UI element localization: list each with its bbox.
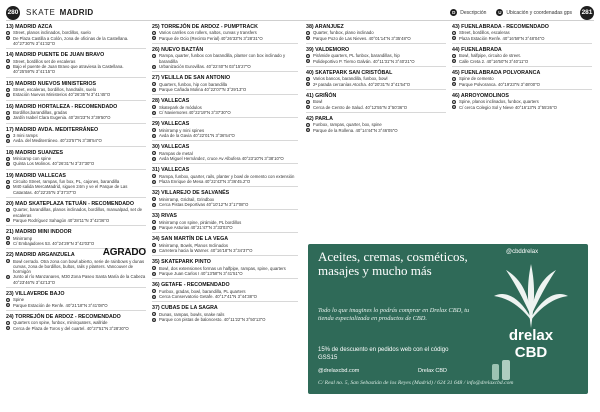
- spot-column-2: [152, 24, 298, 325]
- description-icon: D: [6, 321, 10, 326]
- spot-location: [6, 138, 146, 143]
- location-icon: U: [306, 105, 310, 110]
- spot-location: [6, 326, 146, 331]
- spot-title-text: 20) MAD SKATEPLAZA TETUÁN - RECOMENDADO: [6, 200, 135, 207]
- spot-entry: [152, 75, 298, 95]
- entry-divider: [6, 197, 146, 198]
- spot-title-text: 33) RIVAS: [152, 213, 177, 220]
- spot-column-1: [6, 24, 146, 334]
- spot-description-text: Bordillos,barandillas, gradas: [13, 110, 67, 115]
- spot-location: [152, 156, 298, 161]
- spot-entry: [6, 247, 146, 288]
- entry-divider: [6, 123, 146, 124]
- description-icon: D: [152, 243, 156, 248]
- entry-divider: [6, 310, 146, 311]
- location-icon: U: [6, 161, 10, 166]
- drelax-cbd-advertisement[interactable]: [308, 244, 588, 394]
- brand-prefix: SKATE: [26, 8, 56, 17]
- spot-description-text: Spine de cemento: [459, 76, 494, 82]
- spot-title-text: 14) MADRID PUENTE DE JUAN BRAVO: [6, 52, 105, 59]
- spot-location: [306, 36, 446, 41]
- spot-entry: [452, 24, 592, 44]
- spot-location: [306, 82, 446, 87]
- ad-address: C/ Real no. 5, San Sebastián de los Reyes (Madrid) / 624 31 648 / info@drelaxcbd.com: [318, 380, 514, 386]
- spot-location: [152, 317, 298, 322]
- location-icon: U: [152, 87, 156, 92]
- spot-title-text: 29) VALLECAS: [152, 121, 190, 128]
- spot-entry: [152, 24, 298, 44]
- product-bottle-icon: [502, 360, 510, 380]
- location-icon: U: [152, 133, 156, 138]
- location-icon: U: [306, 36, 310, 41]
- location-icon: U: [452, 105, 456, 110]
- description-icon: D: [152, 128, 156, 133]
- spot-location: [152, 133, 298, 138]
- description-icon: D: [6, 236, 10, 241]
- spot-location-text: Parque de la Rollena. 40°14'44"N 3°46'05"O: [313, 127, 398, 133]
- brand-city: MADRID: [59, 8, 94, 17]
- spot-column-3: [306, 24, 446, 136]
- description-icon: D: [152, 54, 156, 58]
- entry-divider: [6, 48, 146, 49]
- description-icon: D: [152, 220, 156, 225]
- spot-location: [152, 110, 298, 115]
- spot-entry: [152, 190, 298, 210]
- location-icon: U: [152, 156, 156, 161]
- spot-location-text: Avda. del Mediterráneo. 40°23'57"N 3°38'54"O: [13, 138, 102, 144]
- spot-location-text: Plaza Estación Renfe. 40°16'59"N 3°48'04"O: [459, 35, 545, 41]
- spot-entry: [152, 167, 298, 187]
- spot-description-text: Spine: [13, 297, 24, 303]
- spot-entry: [6, 81, 146, 101]
- spot-title-text: 21) MADRID MINI INDOOR: [6, 229, 72, 236]
- legend-description-label: Descripción: [460, 9, 487, 16]
- location-icon: U: [152, 294, 156, 299]
- spot-location: [6, 303, 146, 308]
- spot-location: [306, 128, 446, 133]
- spot-title-text: 28) VALLECAS: [152, 98, 190, 105]
- spot-title-text: 13) MADRID AZCA: [6, 24, 53, 30]
- spot-description-text: Street, escaleras, bordillos, handrails, suelo: [13, 87, 97, 92]
- spot-title-text: 43) FUENLABRADA - RECOMENDADO: [452, 24, 549, 30]
- location-icon: U: [306, 82, 310, 87]
- spot-title-text: 24) TORREJÓN DE ARDOZ - RECOMENDADO: [6, 314, 121, 321]
- description-icon: D: [152, 174, 156, 179]
- spot-title-text: 27) VELILLA DE SAN ANTONIO: [152, 75, 231, 82]
- description-icon: D: [6, 156, 10, 161]
- spot-description-text: Minirramp: [13, 235, 33, 241]
- spot-location: [452, 59, 592, 64]
- spot-location: [6, 184, 146, 195]
- entry-divider: [6, 77, 146, 78]
- spot-description-text: Street, bordillos set de escaleras: [13, 58, 76, 64]
- spot-entry: [306, 116, 446, 133]
- location-icon: U: [152, 36, 156, 41]
- spot-description-text: Rampa, quarter, funbox con barandilla, planter con box inclinado y barandilla: [159, 53, 286, 64]
- description-icon: D: [6, 110, 10, 115]
- description-icon: D: [452, 10, 456, 15]
- spot-entry: [152, 213, 298, 233]
- spot-location-text: Estación Nuevos Ministerios 40°26'35"N 3°41'45"O: [13, 92, 111, 98]
- spot-description-text: Spine, planos inclinados, funbox, quarters: [459, 99, 539, 105]
- spot-location-text: Urbanización Eurovillas. 40°22'40"N 03°15'27"O: [159, 64, 251, 69]
- description-icon: D: [452, 100, 456, 104]
- spot-entry: [6, 173, 146, 198]
- location-icon: U: [152, 271, 156, 276]
- spot-entry: [152, 259, 298, 279]
- spot-description-text: Quarters, funbox, hip con barandilla: [159, 81, 228, 87]
- spot-title-text: 30) VALLECAS: [152, 144, 190, 151]
- spot-location: [6, 218, 146, 223]
- spot-title-text: 45) FUENLABRADA POLVORANCA: [452, 70, 541, 76]
- spot-title-text: 44) FUENLABRADA: [452, 47, 502, 53]
- entry-divider: [6, 169, 146, 170]
- spot-title-text: 42) PARLA: [306, 116, 333, 122]
- entry-divider: [152, 255, 298, 256]
- spot-title-text: 40) SKATEPARK SAN CRISTÓBAL: [306, 70, 393, 76]
- spot-location-text: 2ª parada cercanías Atocha. 40°20'31"N 3°41'54"O: [313, 81, 411, 87]
- description-icon: D: [6, 179, 10, 184]
- spot-location-text: De Plaza Castilla a Colón, zona de oficinas de la Castellana. 40°27'30"N 3°41'32"O: [13, 35, 129, 46]
- spot-entry: [6, 24, 146, 49]
- location-icon: U: [152, 225, 156, 230]
- spot-location: [6, 92, 146, 97]
- spot-description-text: Funbox, gradas, bowl, barandilla, PL quarters: [159, 288, 246, 294]
- location-icon: U: [6, 218, 10, 223]
- entry-divider: [152, 186, 298, 187]
- spot-location: [6, 161, 146, 166]
- description-icon: D: [152, 289, 156, 294]
- spot-title-text: 37) CUBAS DE LA SAGRA: [152, 305, 218, 312]
- spot-title-text: 31) VALLECAS: [152, 167, 190, 174]
- location-icon: U: [152, 202, 156, 207]
- location-icon: U: [452, 36, 456, 41]
- entry-divider: [152, 140, 298, 141]
- spot-description-text: Bowl, dos extensiones formas un halfpipe, rampas, spine, quarters: [159, 265, 286, 271]
- spot-description-text: Street, planos inclinados, bordillos, suelo: [13, 30, 91, 36]
- spot-title-text: 15) MADRID NUEVOS MINISTERIOS: [6, 80, 97, 87]
- icon-legend: [450, 9, 572, 16]
- spot-entry: [152, 236, 298, 256]
- right-page-number: 281: [580, 6, 594, 20]
- ad-small-brand: Drelax CBD: [418, 368, 448, 374]
- spot-description-text: Circuito Street, rampas, fun box, PL, cajones, barandilla: [13, 179, 120, 184]
- description-icon: D: [152, 105, 156, 110]
- spot-location-text: Avda Miguel Hernández, cruce Av Albufera 40°23'10"N 3°38'10"O: [159, 156, 284, 161]
- spot-location-text: Parque Juan Carlos I 40°13'58"N 3°41'51"O: [159, 271, 243, 276]
- spot-location-text: Plaza Enrique de Mesa 40°22'43"N 3°36'45.2"O: [159, 179, 251, 184]
- description-icon: D: [152, 31, 156, 35]
- location-icon: U: [452, 82, 456, 87]
- description-icon: D: [306, 54, 310, 58]
- spot-title-text: 22) MADRID ARGANZUELA: [6, 252, 75, 259]
- location-icon: U: [306, 128, 310, 133]
- spot-location: [6, 274, 146, 285]
- spot-entry: [306, 24, 446, 44]
- description-icon: D: [6, 133, 10, 138]
- location-icon: U: [152, 248, 156, 253]
- spot-title-text: 23) VILLAVERDE BAJO: [6, 291, 65, 298]
- spot-location: [152, 271, 298, 276]
- spot-description-text: Dunas, rampas, bowls, snake rails: [159, 311, 225, 317]
- spot-title-text: 16) MADRID HORTALEZA - RECOMENDADO: [6, 103, 118, 110]
- description-icon: D: [306, 77, 310, 81]
- spot-location-text: Parque Estación de Renfe. 40°21'18"N 3°41'08"O: [13, 302, 108, 308]
- spot-location-text: M40 salida MercaMadrid, siguen 24m y ve el Parque de Las Cataratas. 40°22'25"N 3°37'37"O: [13, 184, 128, 195]
- entry-divider: [152, 43, 298, 44]
- spot-description-text: Minirramp, Gridrail, Grindbox: [159, 196, 215, 202]
- spot-location: [452, 36, 592, 41]
- spot-entry: [152, 144, 298, 164]
- page-header: [6, 6, 594, 21]
- spot-title-text: 36) GETAFE - RECOMENDADO: [152, 282, 230, 289]
- spot-location: [6, 64, 146, 75]
- spot-entry: [6, 52, 146, 77]
- description-icon: D: [152, 82, 156, 87]
- description-icon: D: [152, 197, 156, 202]
- description-icon: D: [6, 59, 10, 64]
- entry-divider: [306, 112, 446, 113]
- spot-location: [6, 115, 146, 120]
- spot-title-text: 46) ARROYOMOLINOS: [452, 93, 509, 99]
- spot-location: [306, 105, 446, 110]
- spot-location-text: Junto al río Manzanares, M30 Zona Paseo Santa María de la Cabeza 40°23'46"N 3°42'13"O: [13, 274, 146, 285]
- spot-entry: [6, 104, 146, 124]
- spot-description-text: Funbox, rampas, quarter, box, spine: [313, 122, 382, 128]
- spot-entry: [152, 305, 298, 322]
- spot-description: [6, 259, 146, 275]
- spot-location: [152, 225, 298, 230]
- drelax-logo-text: drelax: [508, 327, 554, 344]
- spot-location: [152, 202, 298, 207]
- spot-title-text: 34) SAN MARTÍN DE LA VEGA: [152, 236, 229, 243]
- spot-location: [152, 36, 298, 41]
- spot-location: [152, 87, 298, 92]
- spot-location: [152, 248, 298, 253]
- entry-divider: [6, 287, 146, 288]
- description-icon: D: [6, 31, 10, 35]
- location-icon: U: [6, 138, 10, 143]
- spot-location-text: Parque de Ocio (Recinto Ferial) 40°26'33"N 3°28'31"O: [159, 35, 263, 41]
- spot-location-text: Calle Creta 2. 40°16'50"N 3°40'11"O: [459, 58, 529, 64]
- spot-location-text: Bajo el puente de Juan Bravo que atraviesa la Castellana. 40°25'59"N 3°41'15"O: [13, 64, 124, 75]
- description-icon: D: [6, 298, 10, 303]
- spot-location-text: Polideportivo P. Tierno Galván. 40°11'31"N 3°40'21"O: [313, 58, 415, 64]
- spot-location: [6, 36, 146, 47]
- spot-location-text: Parque Cañada Molina 40°22'07"N 3°29'13"O: [159, 87, 247, 92]
- ad-headline: Aceites, cremas, cosméticos, masajes y mucho más: [318, 249, 468, 278]
- location-icon: U: [152, 64, 156, 69]
- location-icon: U: [452, 59, 456, 64]
- spot-title-text: 19) MADRID VALLECAS: [6, 172, 66, 179]
- spot-description-text: Street, bordillos, escaleras: [459, 30, 510, 36]
- description-icon: D: [306, 31, 310, 35]
- spot-description: [6, 207, 146, 218]
- spot-entry: [152, 98, 298, 118]
- entry-divider: [152, 94, 298, 95]
- spot-description-text: Minicamp con spine: [13, 156, 51, 161]
- description-icon: D: [152, 266, 156, 271]
- description-icon: D: [452, 54, 456, 58]
- spot-location-text: Parque con pistas de baloncesto. 40°11'22"N 3°50'13"O: [159, 317, 266, 322]
- spot-entry: [452, 70, 592, 90]
- description-icon: D: [152, 312, 156, 317]
- instagram-handle: @cbddrelax: [506, 249, 539, 255]
- spot-description-text: Quarter, barandillas, planos inclinados, bordillos, manualpad, set de escaleras: [13, 207, 142, 218]
- entry-divider: [152, 232, 298, 233]
- entry-divider: [306, 43, 446, 44]
- spot-entry: [306, 70, 446, 90]
- location-icon: U: [6, 241, 10, 246]
- spot-entry: [152, 47, 298, 72]
- spot-location-text: Cerca Pistas Deportivas 40°10'12"N 3°17'08"O: [159, 202, 249, 207]
- entry-divider: [152, 71, 298, 72]
- spot-description-text: Bowl cerrado. Otra zona con bowl abierto, serie de rainbows y dunas curvas, zona de bordillos, bultos, rails y planters. Vancouver de hormigón: [13, 258, 145, 275]
- description-icon: D: [452, 31, 456, 35]
- spot-entry: [6, 150, 146, 170]
- drelax-logo-cbd: CBD: [514, 344, 548, 361]
- ad-discount-offer: 15% de descuento en pedidos web con el código GSS15: [318, 347, 449, 361]
- spot-title-text: 17) MADRID AVDA. MEDITERRÁNEO: [6, 126, 99, 133]
- entry-divider: [152, 301, 298, 302]
- spot-title-text: 32) VILLAREJO DE SALVANÉS: [152, 190, 230, 197]
- spot-column-4: [452, 24, 592, 113]
- cannabis-leaf-icon: [486, 260, 576, 330]
- legend-location-label: Ubicación y coordenadas gps: [506, 9, 572, 16]
- spot-location: [152, 64, 298, 69]
- entry-divider: [152, 278, 298, 279]
- spot-entry: [452, 93, 592, 110]
- spot-entry: [152, 282, 298, 302]
- spot-description-text: Pirámide quarters, PL funbox, barandillas, hip: [313, 53, 400, 59]
- spot-location-text: Parque Pozo de Las Nieves. 40°01'14"N 3°35'48"O: [313, 35, 411, 41]
- spot-description-text: Quarter, funbox, plano inclinado: [313, 30, 374, 36]
- location-icon: U: [6, 36, 10, 41]
- spot-description-text: Bowl, halfpipe, circuito de street.: [459, 53, 521, 59]
- location-icon: U: [152, 110, 156, 115]
- entry-divider: [152, 163, 298, 164]
- ad-website[interactable]: @drelaxcbd.com: [318, 368, 360, 374]
- spot-location: [306, 59, 446, 64]
- entry-divider: [6, 225, 146, 226]
- spot-location-text: C/ Naviemores 40°22'19"N 3°37'30"O: [159, 110, 231, 115]
- spot-title-text: 39) VALDEMORO: [306, 47, 350, 53]
- spot-location-text: Parque Rodríguez Sahagún 40°28'11"N 3°42'36"O: [13, 217, 110, 223]
- spot-location-text: Cerca Conservatorio Getafe. 40°17'41"N 3°44'38"O: [159, 294, 257, 299]
- entry-divider: [452, 43, 592, 44]
- spot-description-text: Varios carriles con rollers, saltos, curvas y transfers: [159, 30, 257, 36]
- spot-entry: [306, 47, 446, 67]
- spot-description: [152, 53, 298, 64]
- entry-divider: [6, 146, 146, 147]
- spot-entry: [6, 291, 146, 311]
- spot-location-text: Jardín Isabel Clara Eugenia. 40°28'23"N 3°39'50"O: [13, 115, 111, 121]
- spot-description-text: Minirramp, Bowls, Planos Inclinados: [159, 242, 229, 248]
- spot-location-text: C/ cerca Colegio Sol y Nieve 40°16'13"N 3°55'26"O: [459, 104, 557, 110]
- spot-description-text: Varios bancos, barandilla, funbox, bowl: [313, 76, 388, 82]
- spot-location: [152, 294, 298, 299]
- spot-title-text: 25) TORREJÓN DE ARDOZ - PUMPTRACK: [152, 24, 258, 30]
- location-icon: U: [6, 115, 10, 120]
- description-icon: D: [6, 207, 10, 212]
- entry-divider: [306, 89, 446, 90]
- spot-location: [6, 241, 146, 246]
- section-brand: [26, 8, 93, 17]
- location-icon: U: [6, 92, 10, 97]
- entry-divider: [452, 89, 592, 90]
- spot-title-text: 18) MADRID SUANZES: [6, 149, 64, 156]
- description-icon: D: [6, 87, 10, 92]
- spot-location: [152, 179, 298, 184]
- description-icon: D: [306, 123, 310, 127]
- spot-title-text: 41) GRIÑÓN: [306, 93, 337, 99]
- spot-entry: [6, 201, 146, 226]
- spot-description-text: Rampa, funbox, quarter, rails, planter y bowl de cemento con extensión: [159, 173, 295, 179]
- location-icon: U: [6, 326, 10, 331]
- spot-location-text: Avda de la Gavia 40°22'01"N 3°36'54"O: [159, 133, 235, 138]
- location-icon: U: [6, 275, 10, 280]
- location-icon: U: [152, 317, 156, 322]
- agrado-logo: AGRADO: [102, 247, 146, 259]
- entry-divider: [152, 209, 298, 210]
- spot-title-text: 26) NUEVO BAZTÁN: [152, 47, 204, 53]
- spot-location-text: Carretera hacia la Warner. 40°16'18"N 3°34'37"O: [159, 248, 253, 253]
- spot-description-text: Minirramp con spine, pirámide, PL bordillos: [159, 219, 242, 225]
- ad-subtext: Todo lo que imagines lo podrás comprar en Drelax CBD, tu tienda especializada en productos de CBD.: [318, 307, 470, 322]
- location-icon: U: [6, 64, 10, 69]
- location-icon: U: [498, 10, 502, 15]
- spot-description-text: Quarters con spine, funbox, minirquaters, wallride: [13, 320, 108, 326]
- product-bottle-icon: [492, 364, 499, 380]
- spot-entry: [306, 93, 446, 113]
- location-icon: U: [152, 179, 156, 184]
- description-icon: D: [306, 100, 310, 104]
- spot-description-text: 3 mini ramps: [13, 133, 38, 138]
- spot-entry: [452, 47, 592, 67]
- spot-entry: [6, 314, 146, 331]
- left-page-number: 280: [6, 6, 20, 20]
- location-icon: U: [6, 303, 10, 308]
- spot-location-text: Parque Polvoranca. 40°19'23"N 3°48'00"O: [459, 81, 540, 87]
- spot-location: [452, 105, 592, 110]
- entry-divider: [306, 66, 446, 67]
- spot-entry: [6, 229, 146, 249]
- spot-location: [452, 82, 592, 87]
- spot-entry: [152, 121, 298, 141]
- spot-description-text: Skatepark de módulos: [159, 104, 202, 110]
- spot-location-text: Cerca de Centro de Salud. 40°12'55"N 3°50'36"O: [313, 104, 408, 110]
- entry-divider: [6, 100, 146, 101]
- spot-title-text: 38) ARANJUEZ: [306, 24, 344, 30]
- entry-divider: [452, 66, 592, 67]
- description-icon: D: [452, 77, 456, 81]
- description-icon: D: [152, 151, 156, 156]
- spot-description-text: Bowl: [313, 99, 323, 105]
- spot-location-text: C/ Embajadores 53. 40°24'29"N 3°42'03"O: [13, 240, 95, 246]
- entry-divider: [152, 117, 298, 118]
- spot-title-text: 35) SKATEPARK PINTO: [152, 259, 211, 266]
- description-icon: D: [6, 259, 10, 264]
- spot-description-text: Minirramp y mini spines: [159, 127, 205, 133]
- location-icon: U: [6, 184, 10, 189]
- spot-entry: [6, 127, 146, 147]
- spot-location-text: Cerca de Plaza de Toros y del cuartel. 40°27'51"N 3°28'30"O: [13, 325, 129, 331]
- spot-location-text: Quinta Los Molinos. 40°26'31"N 3°37'30"O: [13, 161, 95, 167]
- location-icon: U: [306, 59, 310, 64]
- spot-description-text: Rampas de metal: [159, 150, 193, 156]
- spot-location-text: Parque Asturias 40°21'47"N 3°33'03"O: [159, 225, 233, 230]
